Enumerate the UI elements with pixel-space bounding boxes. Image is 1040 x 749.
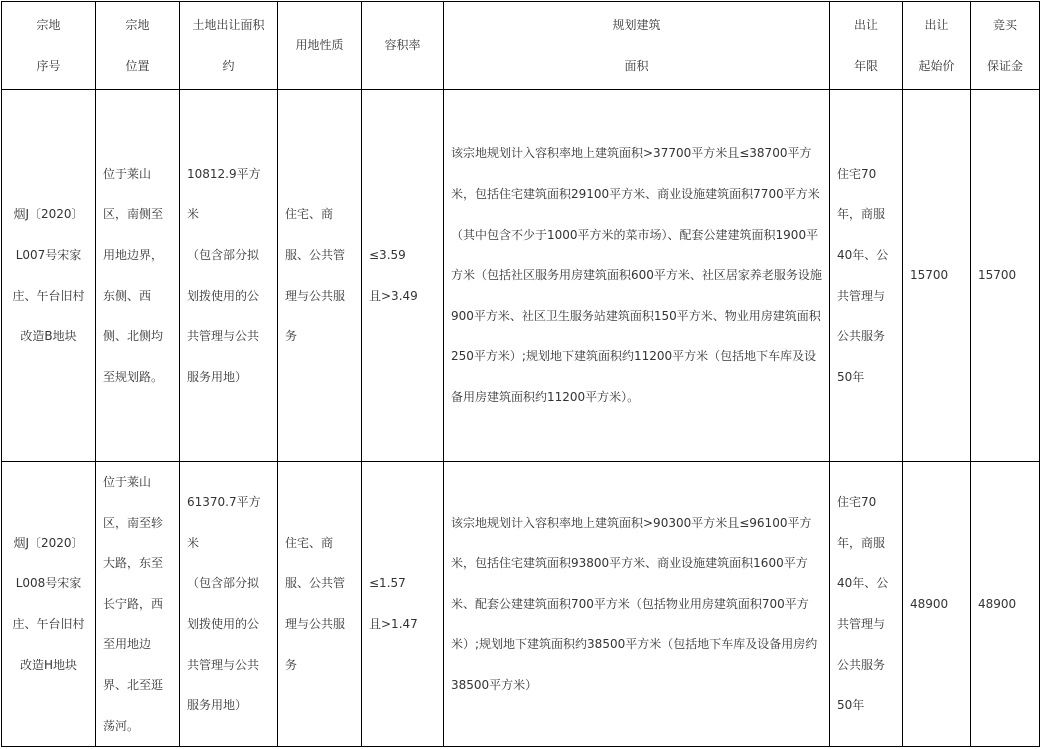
- cell-use: 住宅、商 服、公共管 理与公共服 务: [278, 462, 362, 747]
- cell-use: 住宅、商 服、公共管 理与公共服 务: [278, 90, 362, 462]
- header-far: 容积率: [362, 2, 444, 90]
- cell-deposit: 15700: [971, 90, 1040, 462]
- cell-term: 住宅70 年，商服 40年、公 共管理与 公共服务 50年: [830, 462, 903, 747]
- land-auction-table: [1, 1, 1040, 747]
- header-term: 出让 年限: [830, 2, 903, 90]
- header-building: 规划建筑 面积: [444, 2, 830, 90]
- header-use: 用地性质: [278, 2, 362, 90]
- header-deposit: 竞买 保证金: [971, 2, 1040, 90]
- header-area: 土地出让面积 约: [180, 2, 278, 90]
- cell-far: ≤1.57 且>1.47: [362, 462, 444, 747]
- cell-id: 烟J〔2020〕 L008号宋家 庄、午台旧村 改造H地块: [2, 462, 96, 747]
- cell-deposit: 48900: [971, 462, 1040, 747]
- cell-price: 15700: [903, 90, 971, 462]
- header-id: 宗地 序号: [2, 2, 96, 90]
- header-location: 宗地 位置: [96, 2, 180, 90]
- cell-building: 该宗地规划计入容积率地上建筑面积>90300平方米且≤96100平方米，包括住宅建筑面积93800平方米、商业设施建筑面积1600平方米、配套公建建筑面积700平方米（包括物业用房建筑面积700平方米）;规划地下建筑面积约38500平方米（包括地下车库及设备用房约38500平方米）: [444, 462, 830, 747]
- cell-term: 住宅70 年，商服 40年、公 共管理与 公共服务 50年: [830, 90, 903, 462]
- header-row: [2, 2, 1040, 90]
- cell-location: 位于莱山 区，南侧至 用地边界， 东侧、西 侧、北侧均 至规划路。: [96, 90, 180, 462]
- table-row: [2, 462, 1040, 747]
- cell-location: 位于莱山 区，南至轸 大路，东至 长宁路，西 至用地边 界、北至逛 荡河。: [96, 462, 180, 747]
- cell-building: 该宗地规划计入容积率地上建筑面积>37700平方米且≤38700平方米，包括住宅建筑面积29100平方米、商业设施建筑面积7700平方米（其中包含不少于1000平方米的菜市场）、配套公建建筑面积1900平方米（包括社区服务用房建筑面积600平方米、社区居家养老服务设施900平方米、社区卫生服务站建筑面积150平方米、物业用房建筑面积250平方米）;规划地下建筑面积约11200平方米（包括地下车库及设备用房建筑面积约11200平方米）。: [444, 90, 830, 462]
- cell-far: ≤3.59 且>3.49: [362, 90, 444, 462]
- cell-area: 10812.9平方米 （包含部分拟 划拨使用的公 共管理与公共 服务用地）: [180, 90, 278, 462]
- header-price: 出让 起始价: [903, 2, 971, 90]
- cell-price: 48900: [903, 462, 971, 747]
- table-row: [2, 90, 1040, 462]
- cell-id: 烟J〔2020〕 L007号宋家 庄、午台旧村 改造B地块: [2, 90, 96, 462]
- cell-area: 61370.7平方米 （包含部分拟 划拨使用的公 共管理与公共 服务用地）: [180, 462, 278, 747]
